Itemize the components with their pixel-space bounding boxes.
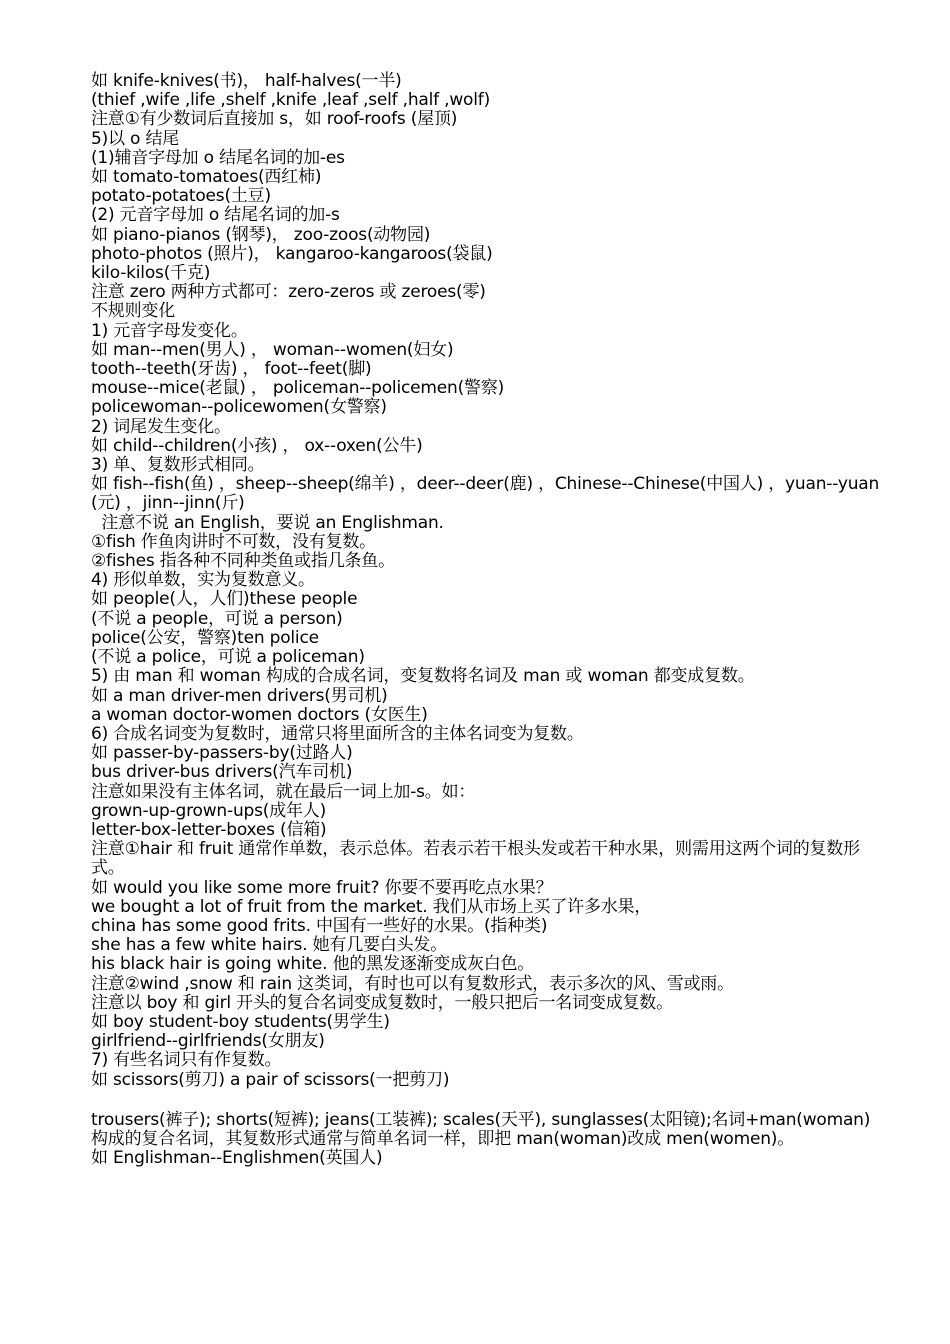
text-line: 注意①hair 和 fruit 通常作单数，表示总体。若表示若干根头发或若干种水果，则需用这两个词的复数形式。 (91, 839, 860, 879)
text-line: 如 boy student-boy students(男学生) (91, 1011, 390, 1032)
text-line: his black hair is going white. 他的黑发逐渐变成灰白色。 (91, 954, 535, 975)
text-line: 注意以 boy 和 girl 开头的复合名词变成复数时，一般只把后一名词变成复数。 (91, 992, 673, 1013)
text-line: 如 would you like some more fruit? 你要不要再吃点水果？ (91, 877, 553, 898)
text-line: (不说 a police，可说 a policeman) (91, 647, 365, 668)
text-line: 注意①有少数词后直接加 s，如 roof-roofs (屋顶) (91, 109, 458, 130)
text-line: 5) 由 man 和 woman 构成的合成名词，变复数将名词及 man 或 woman 都变成复数。 (91, 666, 755, 687)
text-line: 如 Englishman--Englishmen(英国人) (91, 1148, 383, 1169)
text-line: ②fishes 指各种不同种类鱼或指几条鱼。 (91, 551, 395, 572)
blank-line (91, 1090, 881, 1111)
text-line: 注意不说 an English，要说 an Englishman. (91, 512, 444, 533)
text-line: 1) 元音字母发变化。 (91, 320, 248, 341)
text-line: (不说 a people，可说 a person) (91, 608, 343, 629)
text-line: 如 fish--fish(鱼) ，sheep--sheep(绵羊) ，deer--deer(鹿) ，Chinese--Chinese(中国人) ，yuan--yuan(元) ，jinn--jinn(斤) (91, 474, 880, 514)
text-line: 如 people(人，人们)these people (91, 589, 358, 610)
text-line: (thief ,wife ,life ,shelf ,knife ,leaf ,self ,half ,wolf) (91, 90, 490, 111)
text-line: ①fish 作鱼肉讲时不可数，没有复数。 (91, 531, 376, 552)
text-line: china has some good frits. 中国有一些好的水果。(指种类) (91, 915, 548, 936)
text-line: she has a few white hairs. 她有几要白头发。 (91, 935, 448, 956)
text-line: 4) 形似单数，实为复数意义。 (91, 570, 315, 591)
text-line: 如 a man driver-men drivers(男司机) (91, 685, 388, 706)
text-line: 注意②wind ,snow 和 rain 这类词，有时也可以有复数形式，表示多次的风、雪或雨。 (91, 973, 734, 994)
text-line: mouse--mice(老鼠) ， policeman--policemen(警察) (91, 378, 505, 399)
text-line: (2) 元音字母加 o 结尾名词的加-s (91, 205, 340, 226)
text-line: potato-potatoes(土豆) (91, 186, 271, 207)
text-line: we bought a lot of fruit from the market. 我们从市场上买了许多水果， (91, 896, 652, 917)
text-line: tooth--teeth(牙齿) ， foot--feet(脚) (91, 359, 372, 380)
text-line: 如 piano-pianos (钢琴)， zoo-zoos(动物园) (91, 224, 431, 245)
text-line: girlfriend--girlfriends(女朋友) (91, 1031, 325, 1052)
text-line: grown-up-grown-ups(成年人) (91, 800, 327, 821)
text-line: police(公安，警察)ten police (91, 627, 319, 648)
text-line: 5)以 o 结尾 (91, 128, 180, 149)
text-line: 注意 zero 两种方式都可：zero-zeros 或 zeroes(零) (91, 282, 486, 303)
text-line: a woman doctor-women doctors (女医生) (91, 704, 428, 725)
text-line: 3) 单、复数形式相同。 (91, 455, 265, 476)
text-line: 如 man--men(男人) ， woman--women(妇女) (91, 339, 454, 360)
document-body (91, 72, 881, 1168)
text-line: 如 tomato-tomatoes(西红柿) (91, 167, 322, 188)
text-line: 2) 词尾发生变化。 (91, 416, 231, 437)
text-line: bus driver-bus drivers(汽车司机) (91, 762, 353, 783)
text-line: letter-box-letter-boxes (信箱) (91, 819, 327, 840)
text-line: 注意如果没有主体名词，就在最后一词上加-s。如： (91, 781, 476, 802)
text-line: photo-photos (照片)， kangaroo-kangaroos(袋鼠) (91, 243, 493, 264)
text-line: 如 scissors(剪刀) a pair of scissors(一把剪刀) (91, 1069, 450, 1090)
text-line: kilo-kilos(千克) (91, 263, 211, 284)
text-line: 不规则变化 (91, 301, 175, 322)
text-line: 6) 合成名词变为复数时，通常只将里面所含的主体名词变为复数。 (91, 723, 584, 744)
text-line: trousers(裤子); shorts(短裤); jeans(工装裤); scales(天平), sunglasses(太阳镜);名词+man(woman)构成的复合名词，其复数形式通常与简单名词一样，即把 man(woman)改成 men(women)。 (91, 1109, 871, 1149)
text-line: policewoman--policewomen(女警察) (91, 397, 387, 418)
text-line: (1)辅音字母加 o 结尾名词的加-es (91, 147, 345, 168)
text-line: 如 passer-by-passers-by(过路人) (91, 743, 353, 764)
text-line: 如 child--children(小孩) ， ox--oxen(公牛) (91, 435, 423, 456)
text-line: 7) 有些名词只有作复数。 (91, 1050, 282, 1071)
text-line: 如 knife-knives(书)， half-halves(一半) (91, 71, 402, 91)
